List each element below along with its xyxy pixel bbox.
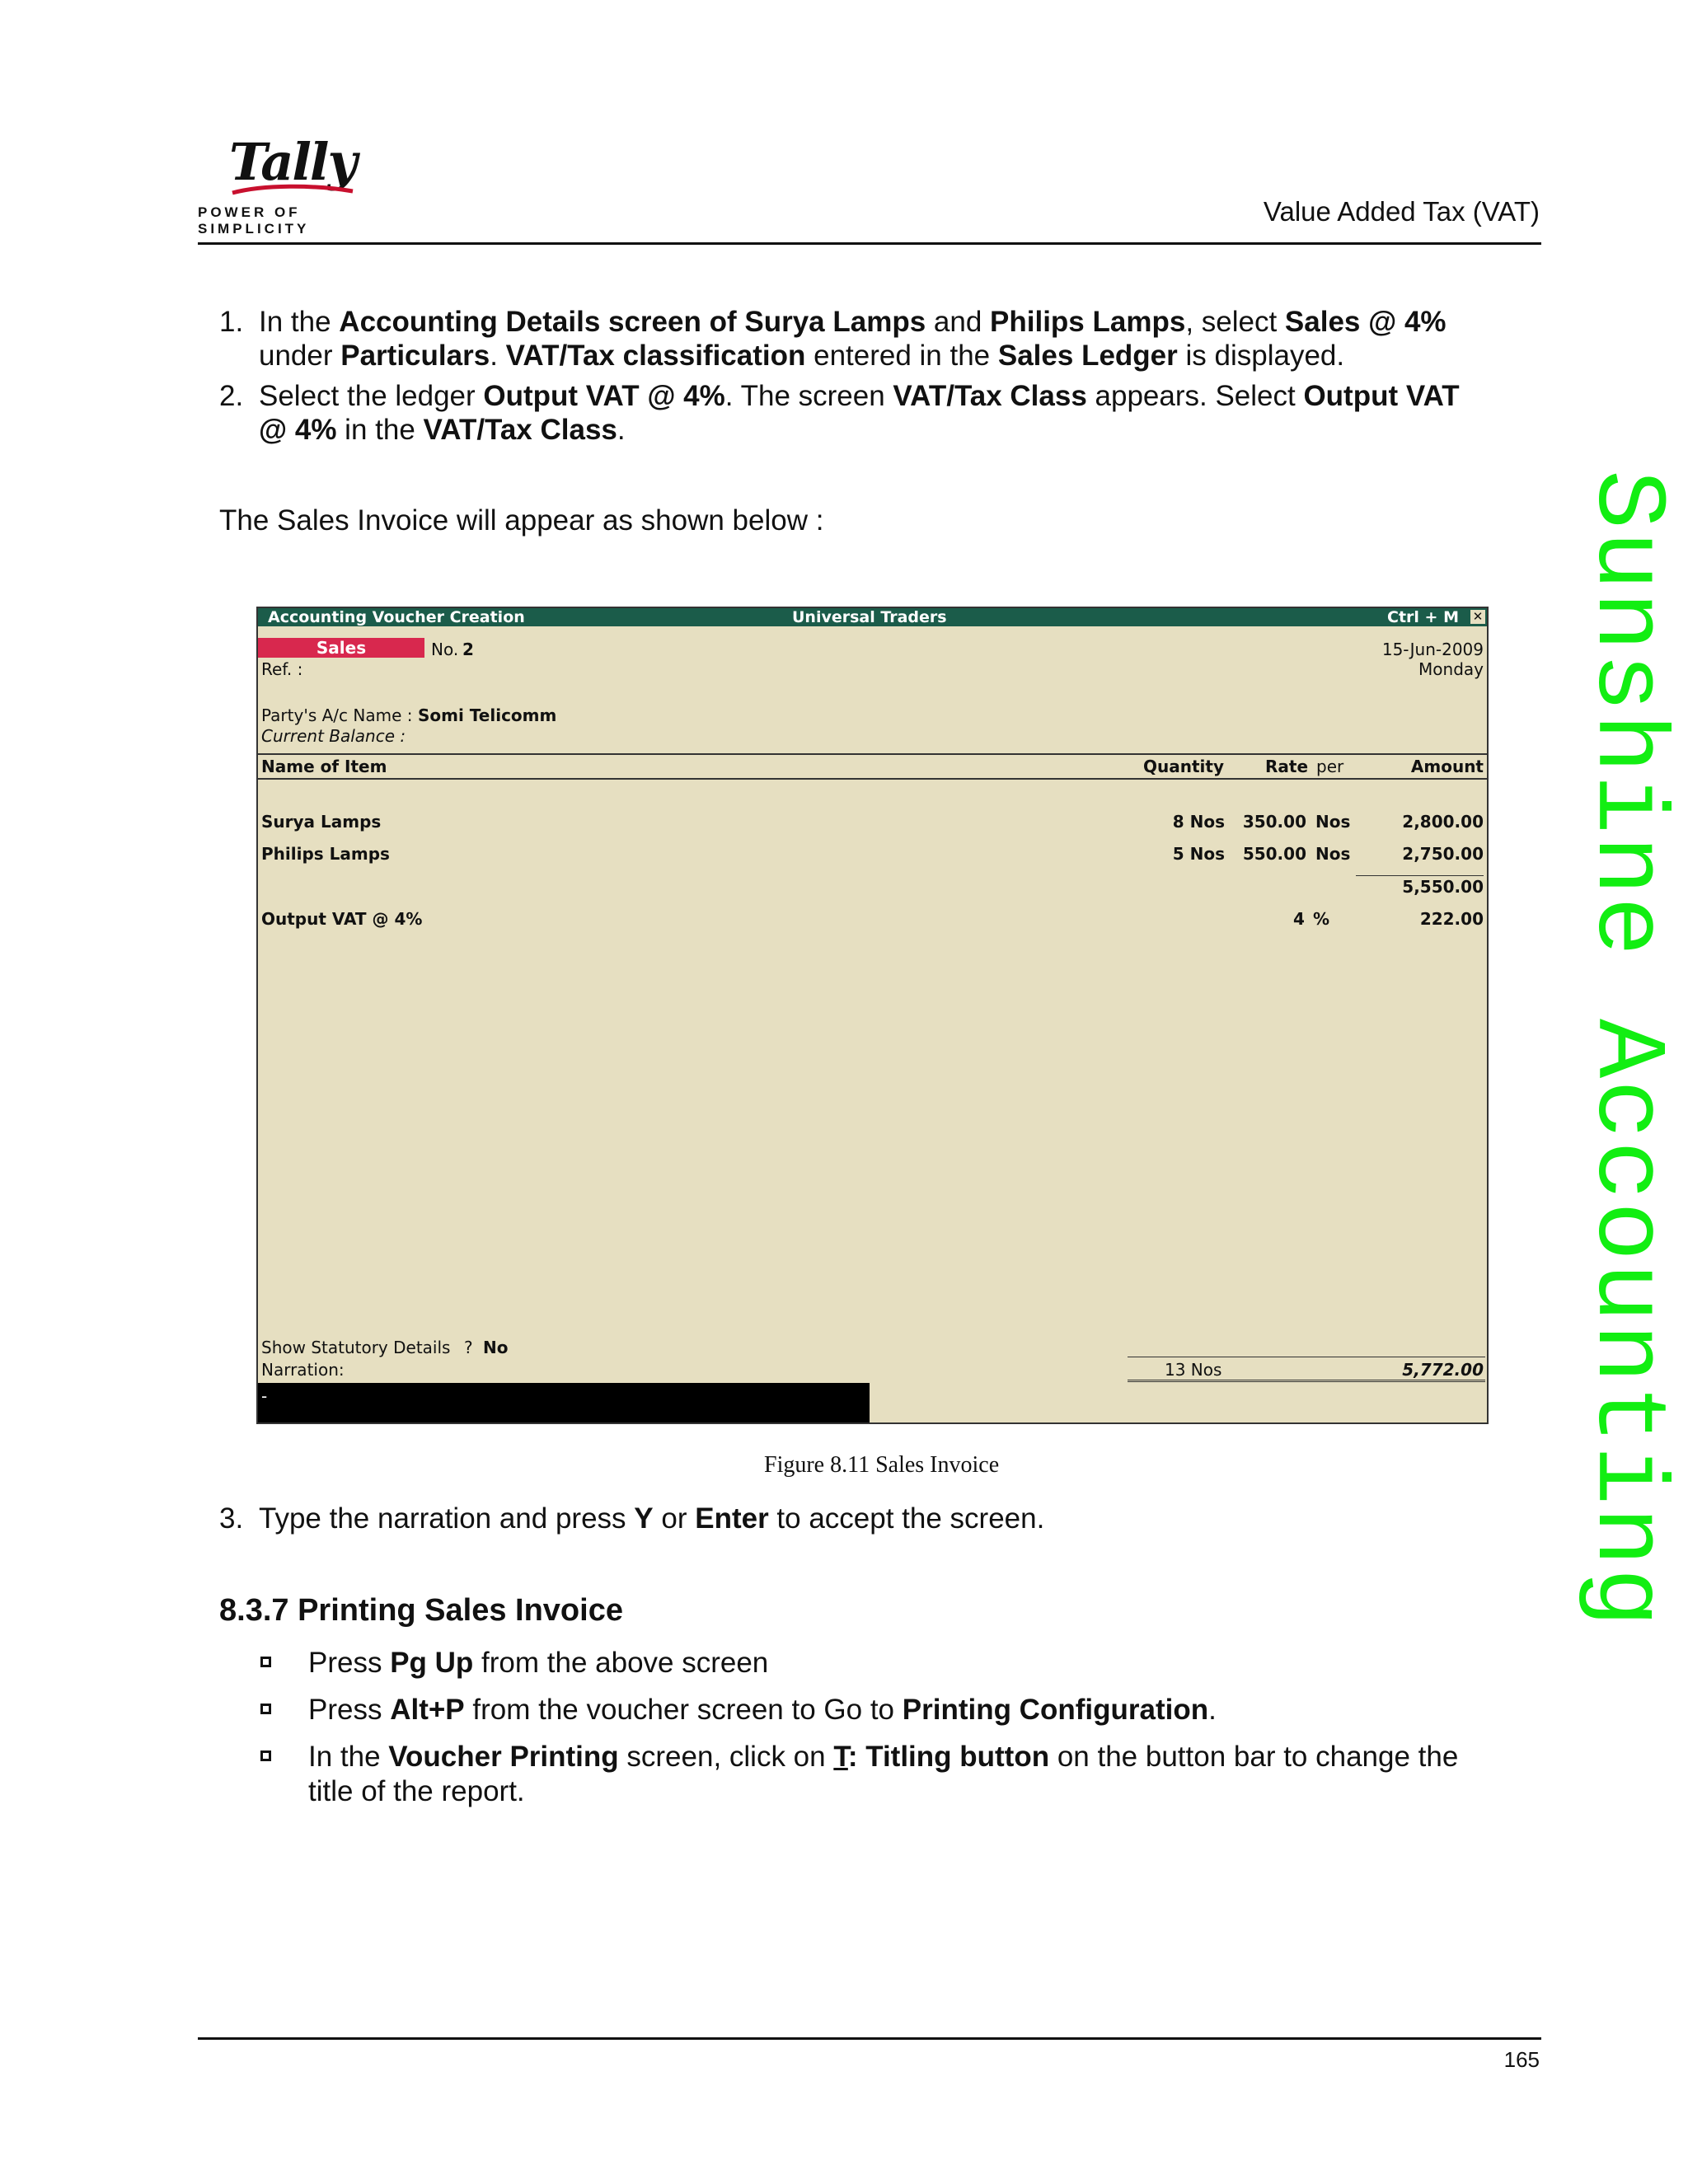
item-amount[interactable]: 2,800.00 [1402,812,1484,832]
section-heading: 8.3.7 Printing Sales Invoice [219,1593,623,1628]
page-number: 165 [1503,2047,1540,2072]
total-qty: 13 Nos [1165,1360,1222,1380]
header-rule [198,242,1541,245]
statutory-question: ? [464,1338,473,1357]
shortcut-label: Ctrl + M [1387,608,1459,626]
intro-text: The Sales Invoice will appear as shown below : [219,504,824,537]
tally-voucher-screen [256,607,1489,1424]
bullet-square-icon [260,1657,271,1667]
narration-label: Narration: [261,1360,345,1380]
vat-per: % [1313,909,1330,929]
item-amount[interactable]: 2,750.00 [1402,844,1484,864]
bullet-text: In the Voucher Printing screen, click on T: Titling button on the button bar to change the [308,1741,1459,1773]
statutory-label: Show Statutory Details [261,1338,451,1357]
col-qty-header: Quantity [1143,757,1224,776]
item-name[interactable]: Philips Lamps [261,844,390,864]
title-bar [258,608,1487,626]
total-amount: 5,772.00 [1402,1360,1484,1380]
item-rate[interactable]: 550.00 [1242,844,1306,864]
step-text: In the Accounting Details screen of Surya Lamps and Philips Lamps, select Sales @ 4% [259,306,1447,338]
col-per-header: per [1316,757,1344,776]
step-text: Select the ledger Output VAT @ 4%. The screen VAT/Tax Class appears. Select Output VAT [259,380,1460,412]
subtotal-rule [1356,875,1484,876]
bullet-text: Press Pg Up from the above screen [308,1647,769,1679]
logo-tagline: POWER OF SIMPLICITY [198,204,310,237]
narration-input[interactable] [258,1383,870,1422]
logo-wordmark: Tally [229,132,356,192]
voucher-no-value[interactable]: 2 [462,640,474,659]
step-text: Type the narration and press Y or Enter to accept the screen. [259,1502,1045,1535]
item-qty[interactable]: 8 Nos [1172,812,1225,832]
subtotal-amount: 5,550.00 [1402,877,1484,897]
logo-swoosh-icon [231,183,354,198]
close-icon[interactable]: ✕ [1470,610,1485,624]
item-per: Nos [1315,844,1351,864]
step-number: 2. [219,380,244,412]
section-title: Value Added Tax (VAT) [1263,196,1540,227]
party-value[interactable]: Somi Telicomm [418,705,557,725]
col-rate-header: Rate [1265,757,1309,776]
window-title: Accounting Voucher Creation [268,608,525,626]
col-name-header: Name of Item [261,757,387,776]
balance-label: Current Balance : [261,726,406,746]
footer-rule [198,2037,1541,2040]
voucher-type-badge[interactable]: Sales [258,638,424,658]
voucher-no-label: No. [431,640,459,659]
vat-amount[interactable]: 222.00 [1419,909,1484,929]
company-name: Universal Traders [792,608,947,626]
table-header-rule [258,778,1487,780]
voucher-date[interactable]: 15-Jun-2009 [1381,640,1484,659]
vat-ledger-name[interactable]: Output VAT @ 4% [261,909,423,929]
table-top-rule [258,753,1487,755]
cursor: - [261,1386,268,1406]
step-number: 1. [219,306,244,338]
item-rate[interactable]: 350.00 [1242,812,1306,832]
bullet-square-icon [260,1750,271,1761]
col-amount-header: Amount [1410,757,1484,776]
item-name[interactable]: Surya Lamps [261,812,382,832]
party-label: Party's A/c Name : [261,705,413,725]
statutory-value[interactable]: No [483,1338,509,1357]
total-double-rule [1128,1380,1485,1382]
voucher-day: Monday [1418,659,1484,679]
bullet-text: Press Alt+P from the voucher screen to Go to Printing Configuration. [308,1694,1217,1726]
bullet-text: title of the report. [308,1775,525,1807]
step-number: 3. [219,1502,244,1535]
item-per: Nos [1315,812,1351,832]
step-text: @ 4% in the VAT/Tax Class. [259,414,626,446]
bullet-square-icon [260,1704,271,1714]
figure-caption: Figure 8.11 Sales Invoice [764,1452,1000,1478]
item-qty[interactable]: 5 Nos [1172,844,1225,864]
step-text: under Particulars. VAT/Tax classification entered in the Sales Ledger is displayed. [259,340,1345,372]
vat-rate: 4 [1293,909,1305,929]
tally-logo [198,132,396,237]
watermark: Sunshine Accounting [1569,470,1681,1629]
ref-label[interactable]: Ref. : [261,659,303,679]
